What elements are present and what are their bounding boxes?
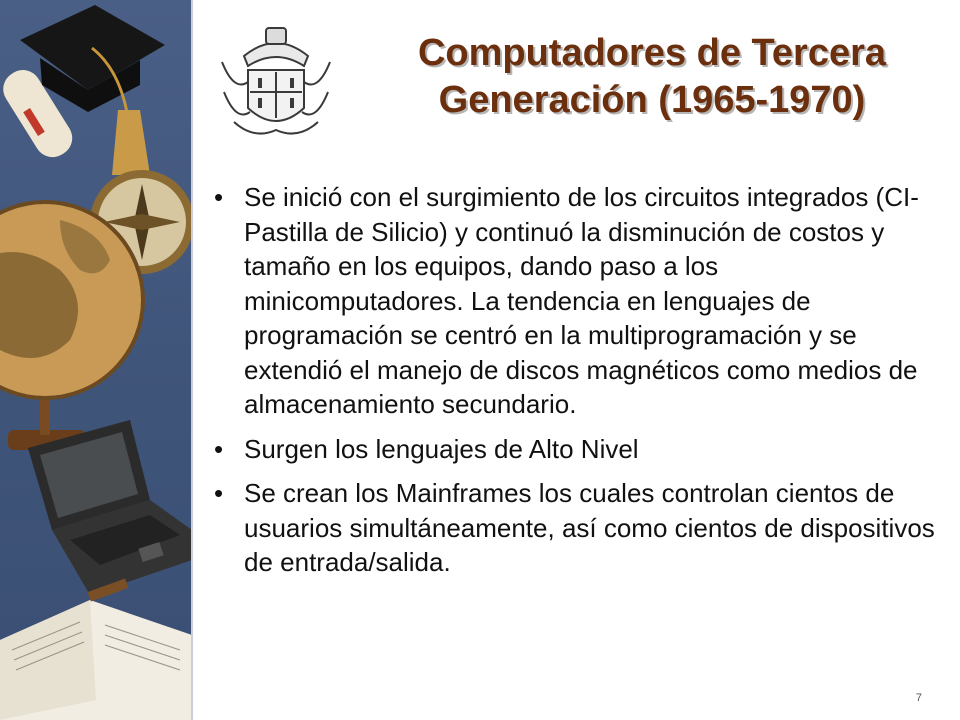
bullet-item bbox=[214, 476, 944, 580]
bullet-glyph: • bbox=[214, 182, 224, 212]
slide-title-line-1: Computadores de Tercera bbox=[417, 32, 887, 74]
sidebar-illustration bbox=[0, 0, 192, 720]
bullet-item bbox=[214, 180, 944, 422]
bullet-glyph: • bbox=[214, 433, 224, 464]
open-book-icon bbox=[0, 578, 192, 720]
bullet-list bbox=[214, 180, 944, 590]
globe-icon bbox=[0, 202, 143, 450]
bullet-text: Se inició con el surgimiento de los circuitos integrados (CI-Pastilla de Silicio) y continuó la disminución de costos y tamaño en los equipos, dando paso a los minicomputadores. La tendencia en lenguajes de programación se centró en la multiprogramación y se extendió el manejo de discos magnéticos como medios de almacenamiento secundario. bbox=[244, 182, 919, 419]
bullet-glyph: • bbox=[214, 478, 224, 508]
bullet-text: Se crean los Mainframes los cuales controlan cientos de usuarios simultáneamente, así como cientos de dispositivos de entrada/salida. bbox=[244, 478, 935, 577]
slide-title-line-2: Generación (1965-1970) bbox=[438, 79, 866, 121]
bullet-item bbox=[214, 432, 944, 467]
university-crest-icon bbox=[214, 22, 338, 146]
slide-title bbox=[348, 30, 956, 124]
bullet-text: Surgen los lenguajes de Alto Nivel bbox=[244, 433, 639, 464]
sidebar-divider bbox=[191, 0, 193, 720]
page-number: 7 bbox=[915, 692, 922, 704]
laptop-icon bbox=[28, 420, 192, 595]
decorative-sidebar bbox=[0, 0, 192, 720]
